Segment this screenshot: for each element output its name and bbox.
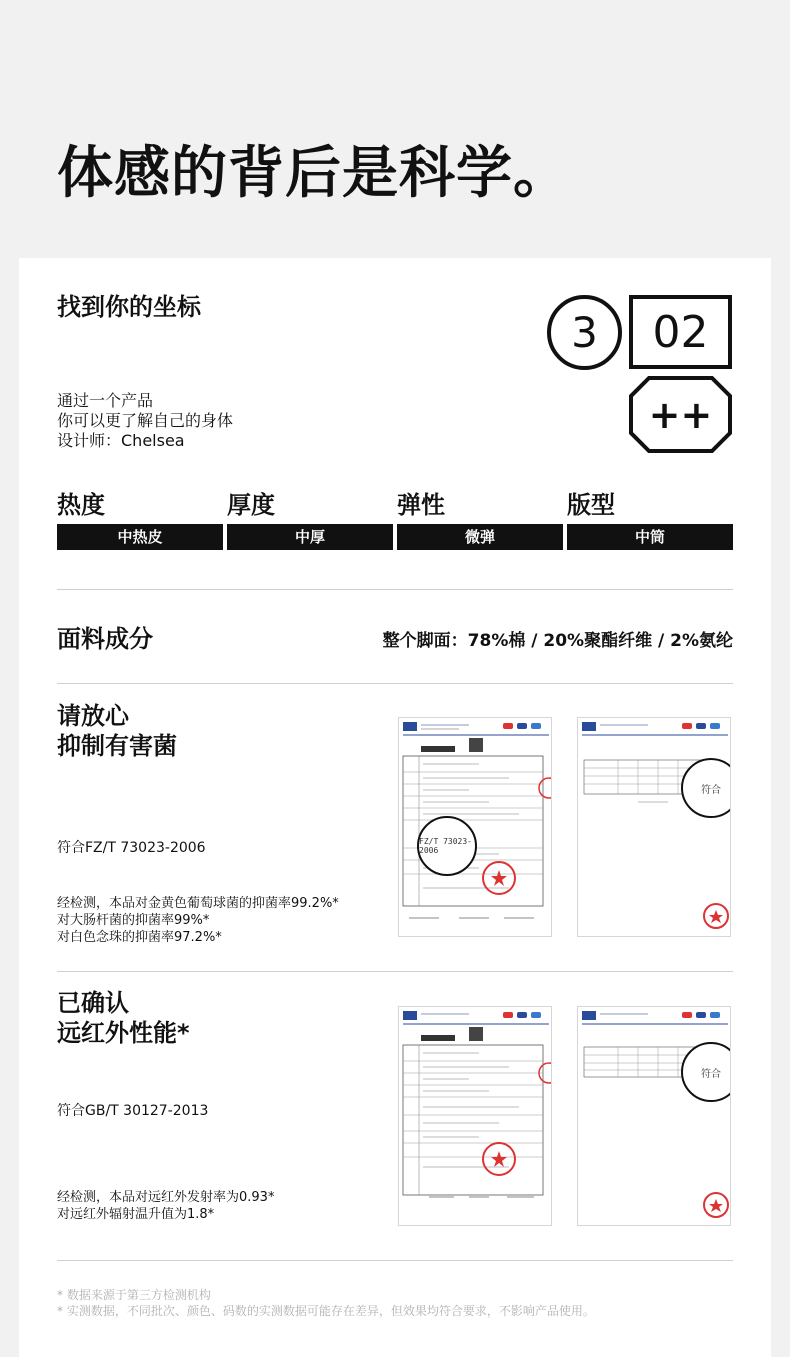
- infrared-standard: 符合GB/T 30127-2013: [57, 1103, 209, 1119]
- antibacterial-result-2: 对大肠杆菌的抑菌率99%*: [57, 913, 210, 928]
- infrared-title-1: 已确认: [57, 989, 129, 1017]
- attribute-value: 微弹: [397, 524, 563, 550]
- infrared-result-1: 经检测，本品对远红外发射率为0.93*: [57, 1190, 275, 1205]
- coordinate-octagon-badge: [629, 376, 732, 453]
- fabric-title: 面料成分: [57, 625, 153, 653]
- attribute-heat: [57, 490, 223, 550]
- infrared-result-2: 对远红外辐射温升值为1.8*: [57, 1207, 215, 1222]
- divider: [57, 589, 733, 590]
- attribute-elasticity: [397, 490, 563, 550]
- fabric-composition: 整个脚面：78%棉 / 20%聚酯纤维 / 2%氨纶: [382, 631, 733, 651]
- test-report-image: [577, 1006, 731, 1226]
- test-report-image: [398, 717, 552, 937]
- antibacterial-result-3: 对白色念珠的抑菌率97.2%*: [57, 930, 222, 945]
- info-card: [19, 258, 771, 1357]
- octagon-badge-label: ++: [648, 392, 713, 437]
- footnote-2: * 实测数据，不同批次、颜色、码数的实测数据可能存在差异，但效果均符合要求，不影响产品使用。: [57, 1304, 595, 1318]
- antibacterial-result-1: 经检测，本品对金黄色葡萄球菌的抑菌率99.2%*: [57, 896, 339, 911]
- test-report-image: [398, 1006, 552, 1226]
- coordinate-circle-badge: 3: [547, 295, 622, 370]
- attribute-fit: [567, 490, 733, 550]
- attribute-label: 弹性: [397, 491, 445, 519]
- coordinate-line-2: 你可以更了解自己的身体: [57, 411, 234, 430]
- designer-line: 设计师：Chelsea: [57, 431, 185, 450]
- attribute-label: 厚度: [227, 491, 275, 519]
- attribute-value: 中厚: [227, 524, 393, 550]
- infrared-title-2: 远红外性能*: [57, 1019, 190, 1047]
- attribute-value: 中热皮: [57, 524, 223, 550]
- attribute-label: 热度: [57, 491, 105, 519]
- attribute-label: 版型: [567, 491, 615, 519]
- footnote-1: * 数据来源于第三方检测机构: [57, 1288, 211, 1302]
- attribute-value: 中筒: [567, 524, 733, 550]
- test-report-image: [577, 717, 731, 937]
- page-headline: 体感的背后是科学。: [57, 141, 570, 206]
- coordinate-title: 找到你的坐标: [57, 293, 201, 321]
- divider: [57, 1260, 733, 1261]
- antibacterial-standard: 符合FZ/T 73023-2006: [57, 840, 206, 856]
- coordinate-line-1: 通过一个产品: [57, 391, 154, 410]
- report-zoom-circle: FZ/T 73023-2006: [417, 816, 477, 876]
- divider: [57, 683, 733, 684]
- attribute-thickness: [227, 490, 393, 550]
- report-zoom-circle: 符合: [681, 1042, 731, 1102]
- antibacterial-title-1: 请放心: [57, 702, 129, 730]
- report-zoom-circle: 符合: [681, 758, 731, 818]
- coordinate-square-badge: 02: [629, 295, 732, 369]
- divider: [57, 971, 733, 972]
- antibacterial-title-2: 抑制有害菌: [57, 732, 177, 760]
